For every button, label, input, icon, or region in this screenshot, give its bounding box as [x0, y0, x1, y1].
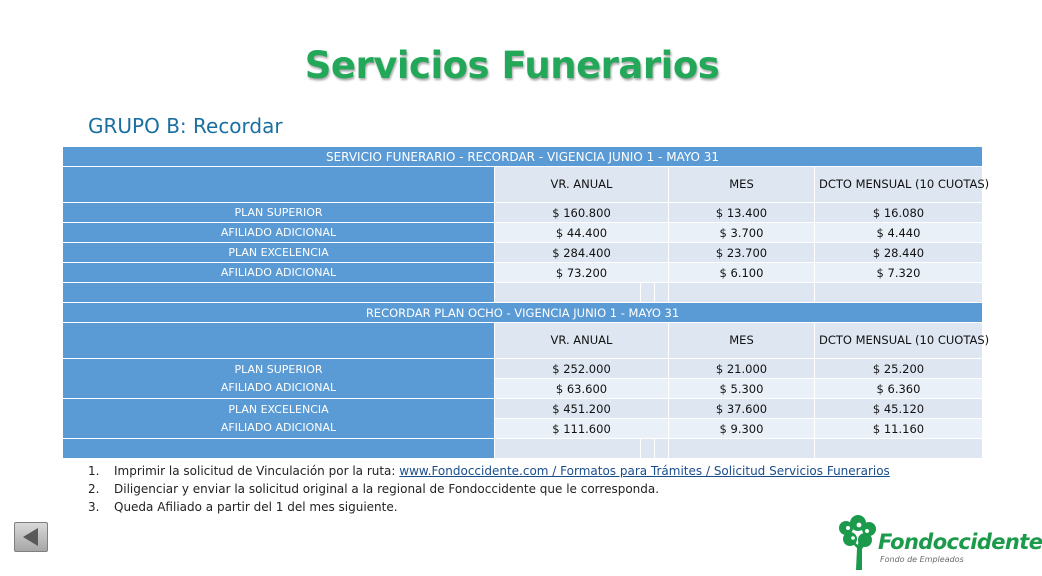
cell-mes: $ 37.600 — [669, 399, 815, 419]
list-item — [88, 480, 968, 498]
row-label: PLAN EXCELENCIA — [63, 243, 495, 263]
spacer-row — [63, 283, 983, 303]
section1-title: SERVICIO FUNERARIO - RECORDAR - VIGENCIA JUNIO 1 - MAYO 31 — [63, 147, 983, 167]
price-table — [62, 146, 990, 459]
col-header-mes: MES — [669, 323, 815, 359]
cell-dcto: $ 11.160 — [815, 419, 983, 439]
row-label: AFILIADO ADICIONAL — [63, 223, 495, 243]
back-button[interactable] — [14, 522, 48, 552]
cell-mes: $ 6.100 — [669, 263, 815, 283]
cell-anual: $ 160.800 — [495, 203, 669, 223]
table-row — [63, 223, 983, 243]
row-label: AFILIADO ADICIONAL — [63, 263, 495, 283]
section2-title: RECORDAR PLAN OCHO - VIGENCIA JUNIO 1 - MAYO 31 — [63, 303, 983, 323]
col-header-dcto: DCTO MENSUAL (10 CUOTAS) — [815, 323, 983, 359]
cell-anual: $ 73.200 — [495, 263, 669, 283]
header-blank-cell — [63, 323, 495, 359]
cell-anual: $ 451.200 — [495, 399, 669, 419]
cell-mes: $ 3.700 — [669, 223, 815, 243]
row-label-extra: AFILIADO ADICIONAL — [220, 420, 337, 434]
instructions-list — [88, 462, 968, 516]
col-header-mes: MES — [669, 167, 815, 203]
cell-mes: $ 9.300 — [669, 419, 815, 439]
cell-mes: $ 21.000 — [669, 359, 815, 379]
table-row — [63, 203, 983, 223]
cell-dcto: $ 45.120 — [815, 399, 983, 419]
header-blank-cell — [63, 167, 495, 203]
cell-anual: $ 63.600 — [495, 379, 669, 399]
cell-dcto: $ 28.440 — [815, 243, 983, 263]
cell-anual: $ 252.000 — [495, 359, 669, 379]
table-row — [63, 399, 983, 419]
row-label: PLAN SUPERIOR — [63, 203, 495, 223]
table-row — [63, 243, 983, 263]
list-text: Diligenciar y enviar la solicitud original a la regional de Fondoccidente que le corresponda. — [114, 482, 660, 496]
cell-mes: $ 5.300 — [669, 379, 815, 399]
cell-dcto: $ 25.200 — [815, 359, 983, 379]
cell-mes: $ 13.400 — [669, 203, 815, 223]
list-number: 1. — [88, 464, 100, 478]
cell-mes: $ 23.700 — [669, 243, 815, 263]
col-header-anual: VR. ANUAL — [495, 323, 669, 359]
slide-subtitle: GRUPO B: Recordar — [88, 114, 283, 138]
cell-anual: $ 111.600 — [495, 419, 669, 439]
back-arrow-icon — [20, 526, 42, 548]
spacer-row — [63, 439, 983, 459]
cell-anual: $ 284.400 — [495, 243, 669, 263]
row-label-group — [63, 399, 495, 439]
list-text: Imprimir la solicitud de Vinculación por la ruta: www.Fondoccidente.com / Formatos para Trámites / Solicitud Servicios Funerarios — [114, 464, 890, 478]
slide-title: Servicios Funerarios — [304, 44, 720, 87]
cell-anual: $ 44.400 — [495, 223, 669, 243]
row-label-main: PLAN SUPERIOR — [234, 362, 323, 376]
row-label-main: PLAN EXCELENCIA — [228, 402, 329, 416]
cell-dcto: $ 4.440 — [815, 223, 983, 243]
brand-logo-text: Fondoccidente — [878, 530, 1042, 554]
table-row — [63, 263, 983, 283]
cell-dcto: $ 7.320 — [815, 263, 983, 283]
col-header-dcto: DCTO MENSUAL (10 CUOTAS) — [815, 167, 983, 203]
cell-dcto: $ 16.080 — [815, 203, 983, 223]
col-header-anual: VR. ANUAL — [495, 167, 669, 203]
brand-tagline: Fondo de Empleados — [880, 555, 964, 564]
list-item — [88, 462, 968, 480]
cell-dcto: $ 6.360 — [815, 379, 983, 399]
row-label-extra: AFILIADO ADICIONAL — [220, 380, 337, 394]
fondoccidente-link[interactable]: www.Fondoccidente.com / Formatos para Trámites / Solicitud Servicios Funerarios — [399, 464, 890, 478]
list-number: 2. — [88, 482, 100, 496]
table-row — [63, 359, 983, 379]
list-text: Queda Afiliado a partir del 1 del mes siguiente. — [114, 500, 398, 514]
list-number: 3. — [88, 500, 100, 514]
row-label-group — [63, 359, 495, 399]
